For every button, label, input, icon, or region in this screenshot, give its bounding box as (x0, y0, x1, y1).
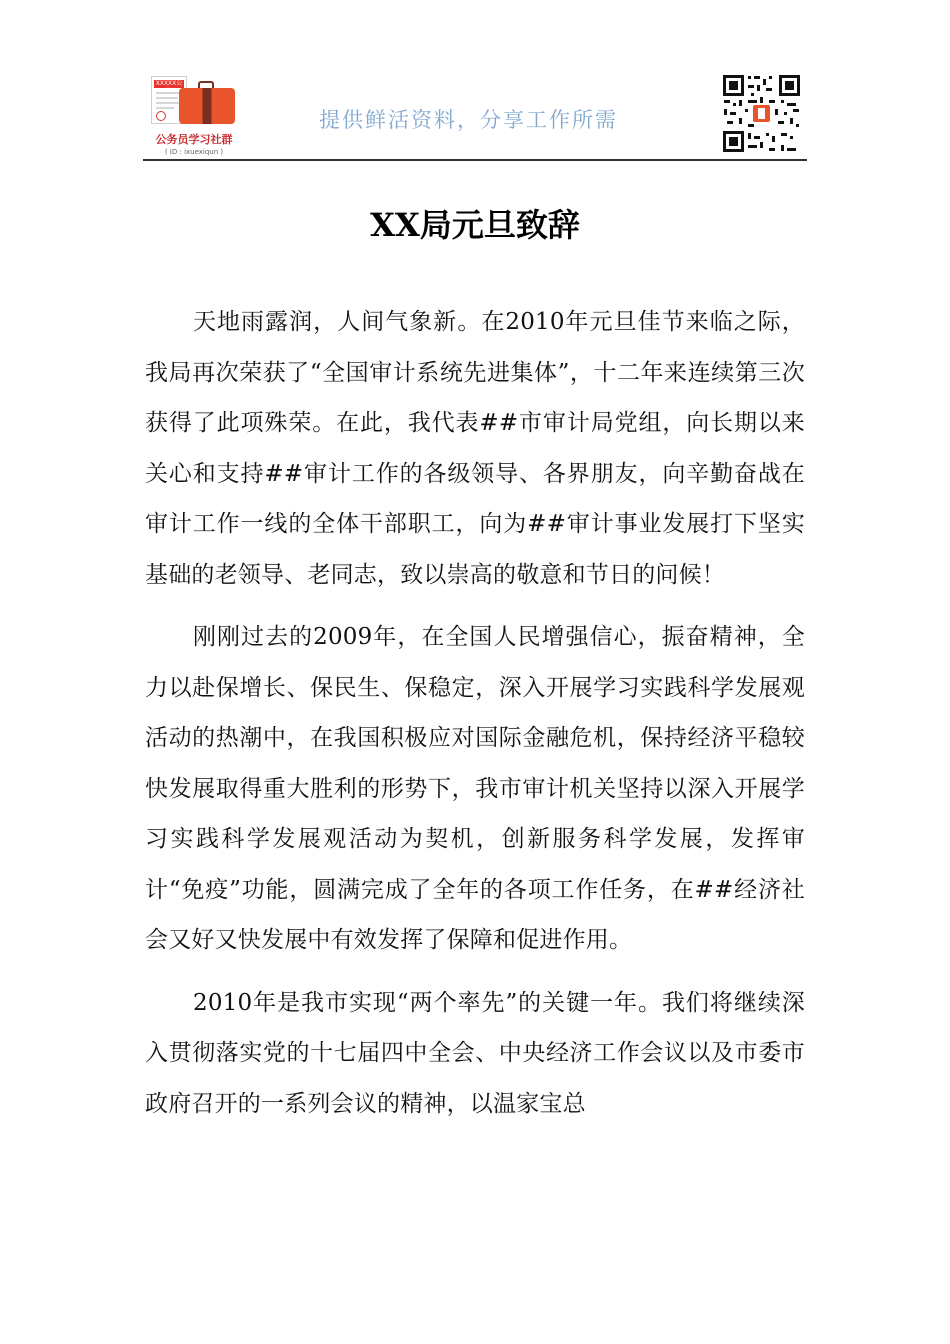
logo (149, 74, 235, 158)
logo-name: 公务员学习社群 (155, 133, 233, 146)
paragraph: 天地雨露润，人间气象新。在2010年元旦佳节来临之际，我局再次荣获了“全国审计系统先进集体”，十二年来连续第三次获得了此项殊荣。在此，我代表##市审计局党组，向长期以来关心和支持##审计工作的各级领导、各界朋友，向辛勤奋战在审计工作一线的全体干部职工，向为##审计事业发展打下坚实基础的老领导、老同志，致以崇高的敬意和节日的问候！ (145, 309, 805, 588)
page-header (143, 70, 807, 158)
briefcase-icon (179, 88, 235, 124)
logo-tag: XXXXX公 (155, 80, 183, 87)
document-title: XX局元旦致辞 (370, 206, 580, 244)
paragraph: 2010年是我市实现“两个率先”的关键一年。我们将继续深入贯彻落实党的十七届四中全会、中央经济工作会议以及市委市政府召开的一系列会议的精神，以温家宝总 (145, 989, 805, 1117)
slogan: 提供鲜活资料，分享工作所需 (319, 108, 618, 132)
document-body (145, 297, 805, 1141)
qr-code-icon (721, 73, 802, 154)
logo-id: ( ID : ixuexiqun ) (164, 148, 224, 156)
paragraph: 刚刚过去的2009年，在全国人民增强信心，振奋精神，全力以赴保增长、保民生、保稳定，深入开展学习实践科学发展观活动的热潮中，在我国积极应对国际金融危机，保持经济平稳较快发展取得重大胜利的形势下，我市审计机关坚持以深入开展学习实践科学发展观活动为契机，创新服务科学发展，发挥审计“免疫”功能，圆满完成了全年的各项工作任务，在##经济社会又好又快发展中有效发挥了保障和促进作用。 (145, 624, 805, 953)
seal-icon (156, 111, 166, 121)
header-rule (143, 159, 807, 161)
